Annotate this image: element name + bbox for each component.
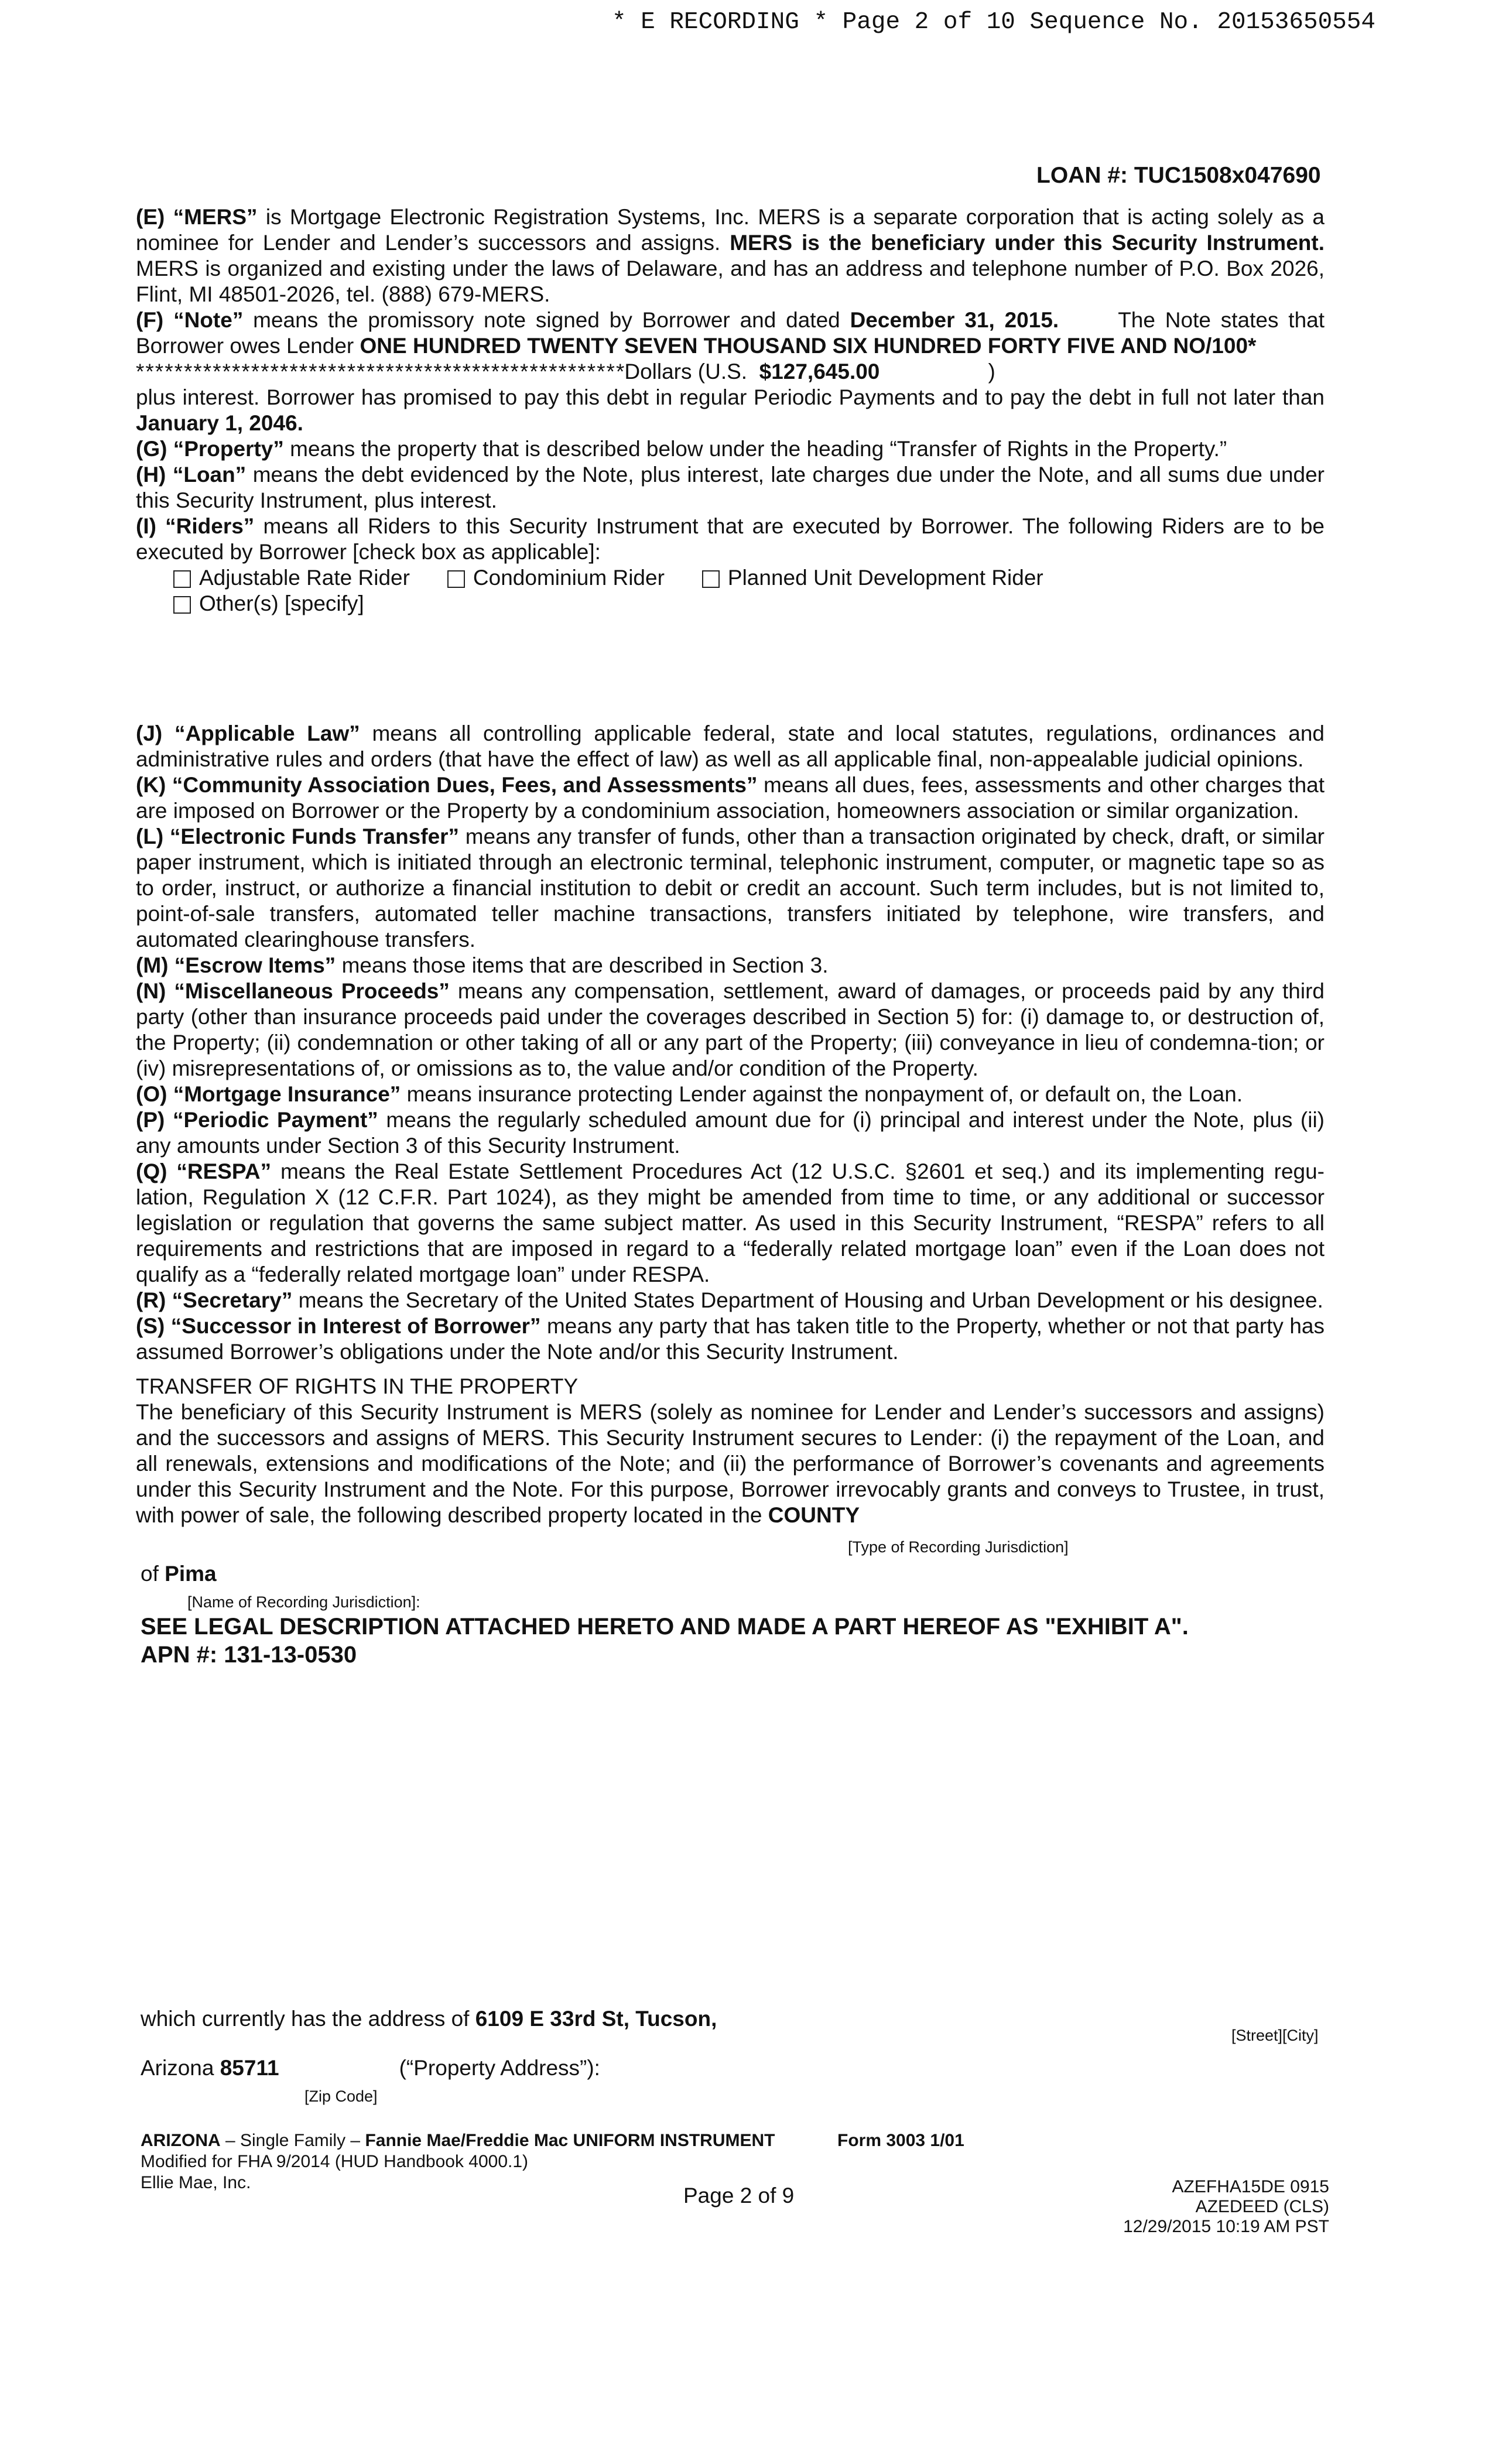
transfer-paragraph: The beneficiary of this Security Instrument is MERS (solely as nominee for Lender and Lender’s successors and assigns) and the successors and assigns of MERS. This Security Instrument secures to Lender: (i) the repayment of the Loan, and all renewals, extensions and modifications of the Note; and (ii) the performance of Borrower’s covenants and agreements under this Security Instrument and the Note. For this purpose, Borrower irrevocably grants and conveys to Trustee, in trust, with power of sale, the following described property located in the COUNTY <box>136 1400 1325 1527</box>
footer-codes: AZEFHA15DE 0915 AZEDEED (CLS) 12/29/2015 10:19 AM PST <box>1123 2177 1329 2236</box>
loan-number: LOAN #: TUC1508x047690 <box>1036 163 1321 188</box>
definition-q: (Q) “RESPA” means the Real Estate Settlement Procedures Act (12 U.S.C. §2601 et seq.) and its implementing regu-lation, Regulation X (12 C.F.R. Part 1024), as they might be amended from time to time, or any additional or successor legislation or regulation that governs the same subject matter. As used in this Security Instrument, “RESPA” refers to all requirements and restrictions that are imposed in regard to a “federally related mortgage loan” even if the Loan does not qualify as a “federally related mortgage loan” under RESPA. <box>136 1159 1325 1286</box>
definition-l: (L) “Electronic Funds Transfer” means any transfer of funds, other than a transaction originated by check, draft, or similar paper instrument, which is initiated through an electronic terminal, telephonic instrument, computer, or magnetic tape so as to order, instruct, or authorize a financial institution to debit or credit an account. Such term includes, but is not limited to, point-of-sale transfers, automated teller machine transactions, transfers initiated by telephone, wire transfers, and automated clearinghouse transfers. <box>136 824 1325 952</box>
definition-j: (J) “Applicable Law” means all controlling applicable federal, state and local statutes, regulations, ordinances and administrative rules and orders (that have the effect of law) as well as all applicable final, non-appealable judicial opinions. <box>136 721 1325 771</box>
apn-number: APN #: 131-13-0530 <box>141 1642 357 1668</box>
definition-g: (G) “Property” means the property that is described below under the heading “Transfer of Rights in the Property.” <box>136 437 1227 461</box>
condominium-rider-option[interactable]: Condominium Rider <box>447 565 665 591</box>
checkbox-icon[interactable] <box>702 570 720 588</box>
street-city-label: [Street][City] <box>1231 2027 1319 2044</box>
state-zip-line: Arizona 85711 (“Property Address”): <box>141 2056 600 2080</box>
riders-other-row <box>136 591 1325 617</box>
definition-e: (E) “MERS” is Mortgage Electronic Registration Systems, Inc. MERS is a separate corporation that is acting solely as a nominee for Lender and Lender’s successors and assigns. MERS is the beneficiary under this Security Instrument. MERS is organized and existing under the laws of Delaware, and has an address and telephone number of P.O. Box 2026, Flint, MI 48501-2026, tel. (888) 679-MERS. <box>136 205 1325 306</box>
checkbox-icon[interactable] <box>173 596 191 614</box>
definition-i: (I) “Riders” means all Riders to this Security Instrument that are executed by Borrower. The following Riders are to be executed by Borrower [check box as applicable]: <box>136 514 1325 564</box>
page-number: Page 2 of 9 <box>683 2184 795 2208</box>
checkbox-icon[interactable] <box>173 570 191 588</box>
definition-n: (N) “Miscellaneous Proceeds” means any compensation, settlement, award of damages, or proceeds paid by any third party (other than insurance proceeds paid under the coverages described in Section 5) for: (i) damage to, or destruction of, the Property; (ii) condemnation or other taking of all or any part of the Property; (iii) conveyance in lieu of condemna-tion; or (iv) misrepresentations of, or omissions as to, the value and/or condition of the Property. <box>136 979 1325 1080</box>
recording-header: * E RECORDING * Page 2 of 10 Sequence No. 20153650554 <box>612 9 1376 36</box>
definition-s: (S) “Successor in Interest of Borrower” means any party that has taken title to the Property, whether or not that party has assumed Borrower’s obligations under the Note and/or this Security Instrument. <box>136 1314 1325 1364</box>
jurisdiction-name-label: [Name of Recording Jurisdiction]: <box>187 1593 420 1611</box>
footer-form-number: Form 3003 1/01 <box>837 2131 964 2150</box>
legal-description-note: SEE LEGAL DESCRIPTION ATTACHED HERETO AND MADE A PART HEREOF AS "EXHIBIT A". <box>141 1614 1189 1640</box>
other-rider-option[interactable]: Other(s) [specify] <box>173 591 364 617</box>
checkbox-icon[interactable] <box>447 570 465 588</box>
definition-k: (K) “Community Association Dues, Fees, and Assessments” means all dues, fees, assessments and other charges that are imposed on Borrower or the Property by a condominium association, homeowners association or similar organization. <box>136 773 1325 823</box>
jurisdiction-name: of Pima <box>141 1562 217 1586</box>
definition-p: (P) “Periodic Payment” means the regularly scheduled amount due for (i) principal and interest under the Note, plus (ii) any amounts under Section 3 of this Security Instrument. <box>136 1108 1325 1158</box>
definition-h: (H) “Loan” means the debt evidenced by the Note, plus interest, late charges due under the Note, and all sums due under this Security Instrument, plus interest. <box>136 463 1325 512</box>
transfer-section <box>136 1374 1325 1528</box>
definition-r: (R) “Secretary” means the Secretary of the United States Department of Housing and Urban Development or his designee. <box>136 1288 1323 1312</box>
property-address-line: which currently has the address of 6109 E 33rd St, Tucson, <box>141 2007 717 2031</box>
pud-rider-option[interactable]: Planned Unit Development Rider <box>702 565 1043 591</box>
footer-form-info: ARIZONA – Single Family – Fannie Mae/Freddie Mac UNIFORM INSTRUMENT Modified for FHA 9/2014 (HUD Handbook 4000.1) Ellie Mae, Inc. <box>141 2131 775 2192</box>
riders-checkbox-row <box>136 565 1325 591</box>
zip-code-label: [Zip Code] <box>304 2087 378 2105</box>
definition-f: (F) “Note” means the promissory note signed by Borrower and dated December 31, 2015. The Note states that Borrower owes Lender ONE HUNDRED TWENTY SEVEN THOUSAND SIX HUNDRED FORTY FIVE AND NO/100* ***************************************************Dollars (U.S. $127,645.00 ) plus interest. Borrower has promised to pay this debt in regular Periodic Payments and to pay the debt in full not later than January 1, 2046. <box>136 308 1325 435</box>
definition-o: (O) “Mortgage Insurance” means insurance protecting Lender against the nonpayment of, or default on, the Loan. <box>136 1082 1243 1106</box>
transfer-heading: TRANSFER OF RIGHTS IN THE PROPERTY <box>136 1374 579 1398</box>
definition-m: (M) “Escrow Items” means those items that are described in Section 3. <box>136 953 829 977</box>
definitions-section <box>136 204 1325 1365</box>
jurisdiction-type-label: [Type of Recording Jurisdiction] <box>848 1538 1069 1556</box>
adjustable-rate-rider-option[interactable]: Adjustable Rate Rider <box>173 565 410 591</box>
